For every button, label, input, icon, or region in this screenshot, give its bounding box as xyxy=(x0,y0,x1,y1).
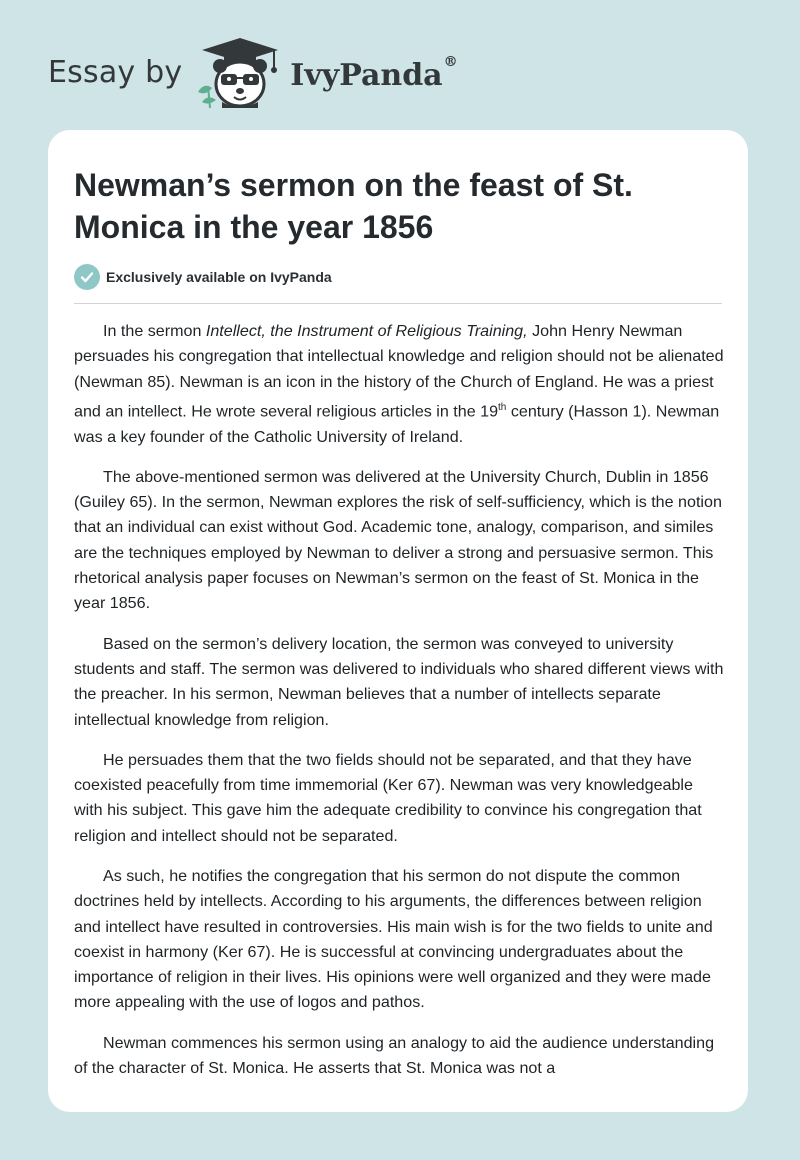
panda-logo-icon[interactable] xyxy=(194,34,286,110)
paragraph-5: As such, he notifies the congregation that his sermon do not dispute the common doctrines held by intellects. According to his arguments, the differences between religion and intellect have resulted in controversies. His main wish is for the two fields to unite and coexist in harmony (Ker 67). He is successful at convincing undergraduates about the importance of religion in their lives. His opinions were well organized and they were made more appealing with the use of logos and pathos. xyxy=(74,867,713,1012)
page-title: Newman’s sermon on the feast of St. Monica in the year 1856 xyxy=(74,167,633,245)
divider xyxy=(74,303,722,304)
paragraph-3: Based on the sermon’s delivery location, the sermon was conveyed to university students and staff. The sermon was delivered to individuals who shared different views with the preacher. In his sermon, Newman believes that a number of intellects separate intellectual knowledge from religion. xyxy=(74,634,724,729)
essay-card xyxy=(48,130,748,1112)
paragraph-2: The above-mentioned sermon was delivered at the University Church, Dublin in 1856 (Guiley 65). In the sermon, Newman explores the risk of self-sufficiency, which is the notion that an individual can exist without God. Academic tone, analogy, comparison, and similes are the techniques employed by Newman to deliver a strong and persuasive sermon. This rhetorical analysis paper focuses on Newman’s sermon on the feast of St. Monica in the year 1856. xyxy=(74,467,722,613)
essay-body xyxy=(74,319,724,1096)
paragraph-1: In the sermon Intellect, the Instrument of Religious Training, John Henry Newman persuades his congregation that intellectual knowledge and religion should not be alienated (Newman 85). Newman is an icon in the history of the Church of England. He was a priest and an intellect. He wrote several religious articles in the 19th century (Hasson 1). Newman was a key founder of the Catholic University of Ireland. xyxy=(74,322,724,446)
paragraph-4: He persuades them that the two fields should not be separated, and that they have coexisted peacefully from time immemorial (Ker 67). Newman was very knowledgeable with his subject. This gave him the adequate credibility to convince his congregation that religion and intellect should not be separated. xyxy=(74,750,702,845)
trademark-symbol: ® xyxy=(443,53,458,70)
exclusive-label: Exclusively available on IvyPanda xyxy=(106,269,332,285)
essay-by-label: Essay by xyxy=(48,54,183,90)
checkmark-icon xyxy=(74,264,100,290)
brand-name[interactable]: IvyPanda® xyxy=(290,53,458,93)
site-header xyxy=(48,34,508,110)
paragraph-6: Newman commences his sermon using an analogy to aid the audience understanding of the character of St. Monica. He asserts that St. Monica was not a xyxy=(74,1033,715,1078)
exclusive-badge xyxy=(74,264,332,290)
